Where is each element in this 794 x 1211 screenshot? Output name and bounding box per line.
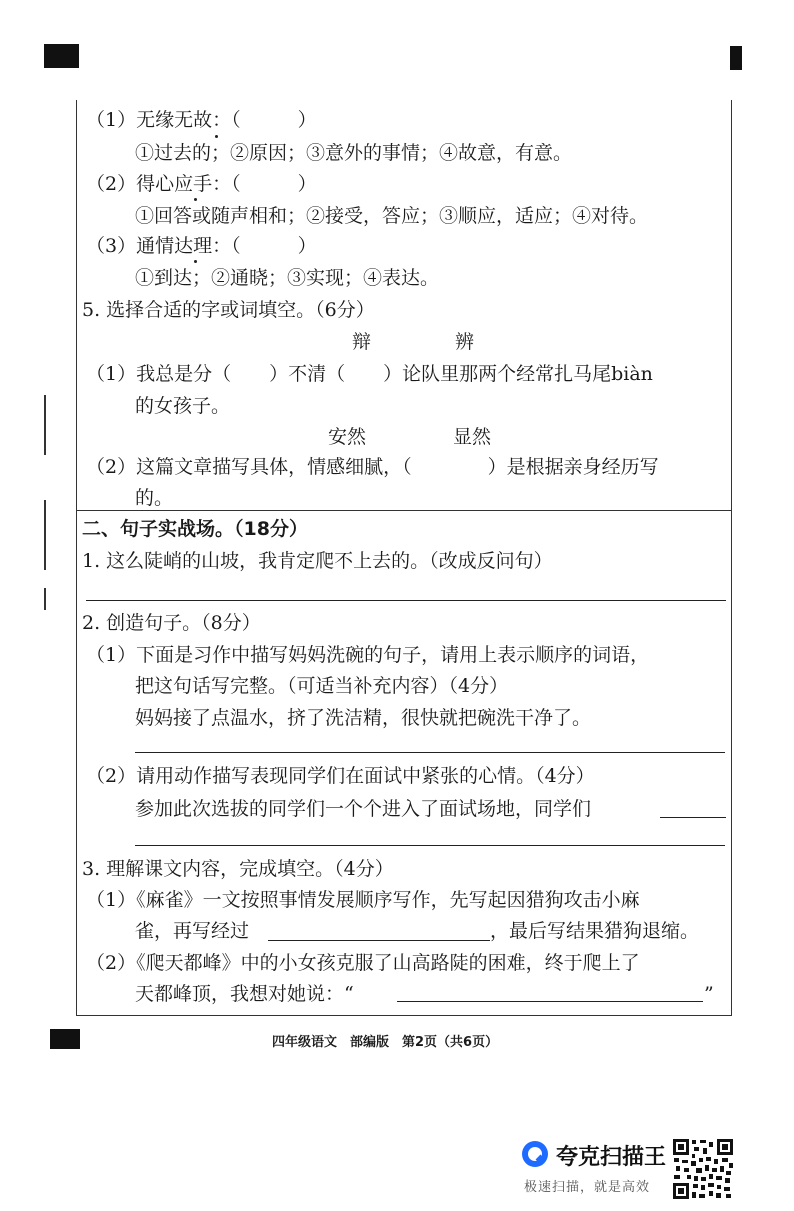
q4-item-2-stem: （2）得心应手：（ ） — [86, 173, 317, 195]
answer-line[interactable] — [397, 1001, 703, 1002]
q4-item-1-options: ①过去的；②原因；③意外的事情；④故意，有意。 — [135, 142, 573, 164]
q5-item-2-line-2: 的。 — [135, 487, 174, 509]
s2-q2-item-2-line-1: （2）请用动作描写表现同学们在面试中紧张的心情。（4分） — [86, 765, 595, 787]
q4-item-2-options: ①回答或随声相和；②接受，答应；③顺应，适应；④对待。 — [135, 205, 649, 227]
s2-q2-item-1-line-2: 把这句话写完整。（可适当补充内容）（4分） — [135, 675, 509, 697]
q5-item-2-line-1: （2）这篇文章描写具体，情感细腻，（ ）是根据亲身经历写 — [86, 456, 659, 478]
s2-q3-item-1-line-1: （1）《麻雀》一文按照事情发展顺序写作，先写起因猎狗攻击小麻 — [86, 889, 640, 911]
section-frame-left — [76, 100, 77, 510]
s2-q3-item-2-line-2b: ” — [704, 983, 714, 1005]
s2-q2-item-1-line-3: 妈妈接了点温水，挤了洗洁精，很快就把碗洗干净了。 — [135, 707, 592, 729]
emphasis-dot — [194, 198, 197, 201]
q5-choice: 辨 — [455, 331, 475, 353]
answer-line[interactable] — [660, 817, 726, 818]
scanner-brand-name: 夸克扫描王 — [556, 1145, 667, 1170]
q4-item-3-options: ①到达；②通晓；③实现；④表达。 — [135, 267, 440, 289]
section-frame-right — [731, 100, 732, 510]
registration-mark-top-right — [730, 46, 742, 70]
s2-q1: 1. 这么陡峭的山坡，我肯定爬不上去的。（改成反问句） — [82, 550, 553, 572]
q5-item-1-line-2: 的女孩子。 — [135, 395, 231, 417]
answer-line[interactable] — [86, 600, 726, 601]
q5-choice: 安然 — [328, 426, 367, 448]
s2-q3-item-1-line-2b: ，最后写结果猎狗退缩。 — [490, 920, 700, 942]
q5-title: 5. 选择合适的字或词填空。（6分） — [82, 299, 375, 321]
scanner-logo-icon — [522, 1141, 548, 1167]
s2-q3-item-2-line-1: （2）《爬天都峰》中的小女孩克服了山高路陡的困难，终于爬上了 — [86, 952, 640, 974]
s2-q2-item-1-line-1: （1）下面是习作中描写妈妈洗碗的句子，请用上表示顺序的词语， — [86, 644, 650, 666]
q4-item-3-stem: （3）通情达理：（ ） — [86, 235, 317, 257]
binding-line — [44, 395, 46, 455]
qr-code-icon — [672, 1138, 734, 1200]
q5-choice: 显然 — [453, 426, 492, 448]
answer-line[interactable] — [268, 940, 490, 941]
q5-choice: 辩 — [352, 331, 372, 353]
emphasis-dot — [194, 260, 197, 263]
q4-item-1-stem: （1）无缘无故：（ ） — [86, 109, 317, 131]
s2-q2-item-2-line-2: 参加此次选拔的同学们一个个进入了面试场地，同学们 — [135, 798, 592, 820]
emphasis-dot — [215, 135, 218, 138]
section-2-title: 二、句子实战场。（18分） — [82, 518, 308, 540]
answer-line[interactable] — [135, 845, 725, 846]
binding-line — [44, 588, 46, 610]
s2-q3-title: 3. 理解课文内容，完成填空。（4分） — [82, 858, 394, 880]
s2-q2-title: 2. 创造句子。（8分） — [82, 612, 261, 634]
registration-mark-bottom-left — [50, 1029, 80, 1049]
scanner-slogan: 极速扫描，就是高效 — [524, 1180, 651, 1195]
page-footer: 四年级语文 部编版 第2页（共6页） — [272, 1035, 499, 1050]
registration-mark-top-left — [44, 44, 79, 68]
s2-q3-item-1-line-2a: 雀，再写经过 — [135, 920, 250, 942]
q5-item-1-line-1: （1）我总是分（ ）不清（ ）论队里那两个经常扎马尾biàn — [86, 363, 653, 385]
answer-line[interactable] — [135, 752, 725, 753]
binding-line — [44, 500, 46, 570]
s2-q3-item-2-line-2a: 天都峰顶，我想对她说：“ — [135, 983, 354, 1005]
